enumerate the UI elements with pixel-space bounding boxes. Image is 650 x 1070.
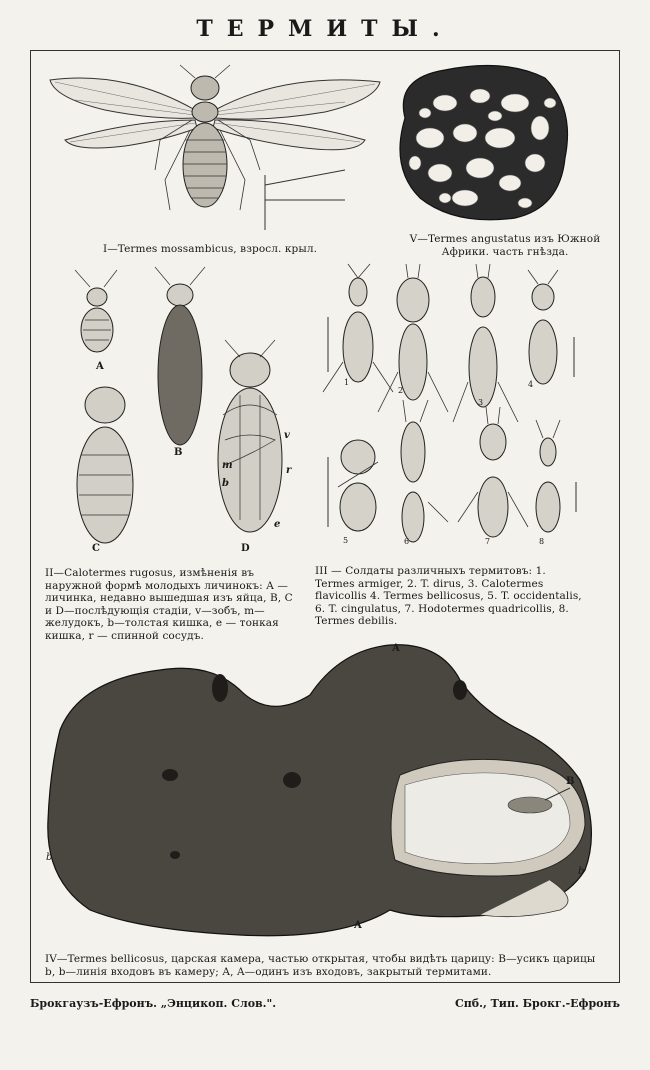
fig2-label-b: b [222, 478, 229, 489]
fig3-num-2: 2 [398, 386, 404, 395]
fig2-label-A: A [96, 361, 104, 372]
fig4-label-B: B [566, 776, 575, 787]
fig2-label-m: m [222, 460, 233, 471]
footer-printer: Спб., Тип. Брокг.-Ефронъ [454, 997, 620, 1010]
figure-4-royal-chamber [40, 640, 615, 945]
fig3-num-5: 5 [343, 536, 349, 545]
fig2-label-D: D [241, 543, 250, 554]
figure-3-soldiers [318, 262, 588, 552]
fig3-num-6: 6 [404, 537, 410, 546]
fig4-label-b-left: b [46, 852, 53, 863]
fig3-num-7: 7 [485, 537, 491, 546]
figure-5-caption: V—Termes angustatus изъ Южной Африки. часть гнѣзда. [409, 233, 601, 258]
fig2-label-r: r [286, 465, 292, 476]
fig2-label-C: C [92, 543, 100, 554]
fig4-label-A-bottom: A [354, 920, 362, 931]
figure-2-caption: II—Calotermes rugosus, измѣненія въ наружной формѣ молодыхъ личинокъ: A — личинка, недавно вышедшая изъ яйца, B, C и D—послѣдующія стадіи, v—зобъ, m—желудокъ, b—толстая кишка, e — тонкая кишка, r — спинной сосудъ. [45, 567, 293, 642]
fig3-num-3: 3 [478, 398, 484, 407]
fig3-num-4: 4 [528, 380, 534, 389]
figure-4-caption: IV—Termes bellicosus, царская камера, частью открытая, чтобы видѣть царицу: B—усикъ царицы b, b—линія входовъ въ камеру; A, A—одинъ изъ входовъ, закрытый термитами. [45, 953, 596, 978]
fig4-label-A-top: A [392, 643, 400, 654]
fig3-num-8: 8 [539, 537, 545, 546]
fig4-label-b-right: b [578, 866, 585, 877]
fig2-label-B: B [174, 447, 183, 458]
figure-1-caption: I—Termes mossambicus, взросл. крыл. [102, 243, 318, 255]
fig2-label-v: v [284, 430, 290, 441]
page-title: ТЕРМИТЫ. [196, 16, 454, 42]
fig3-num-1: 1 [344, 378, 350, 387]
figure-3-caption: III — Солдаты различныхъ термитовъ: 1. Termes armiger, 2. T. dirus, 3. Calotermes flavicollis 4. Termes bellicosus, 5. T. occidentalis, 6. T. cingulatus, 7. Hodotermes quadricollis, 8. Termes debilis. [315, 565, 582, 627]
figure-2-larval-stages [55, 265, 305, 560]
fig2-label-e: e [274, 519, 281, 530]
figure-5-nest-section [385, 58, 575, 228]
footer-publisher: Брокгаузъ-Ефронъ. „Энцикоп. Слов.". [30, 997, 277, 1010]
figure-1-winged-termite [45, 60, 385, 240]
